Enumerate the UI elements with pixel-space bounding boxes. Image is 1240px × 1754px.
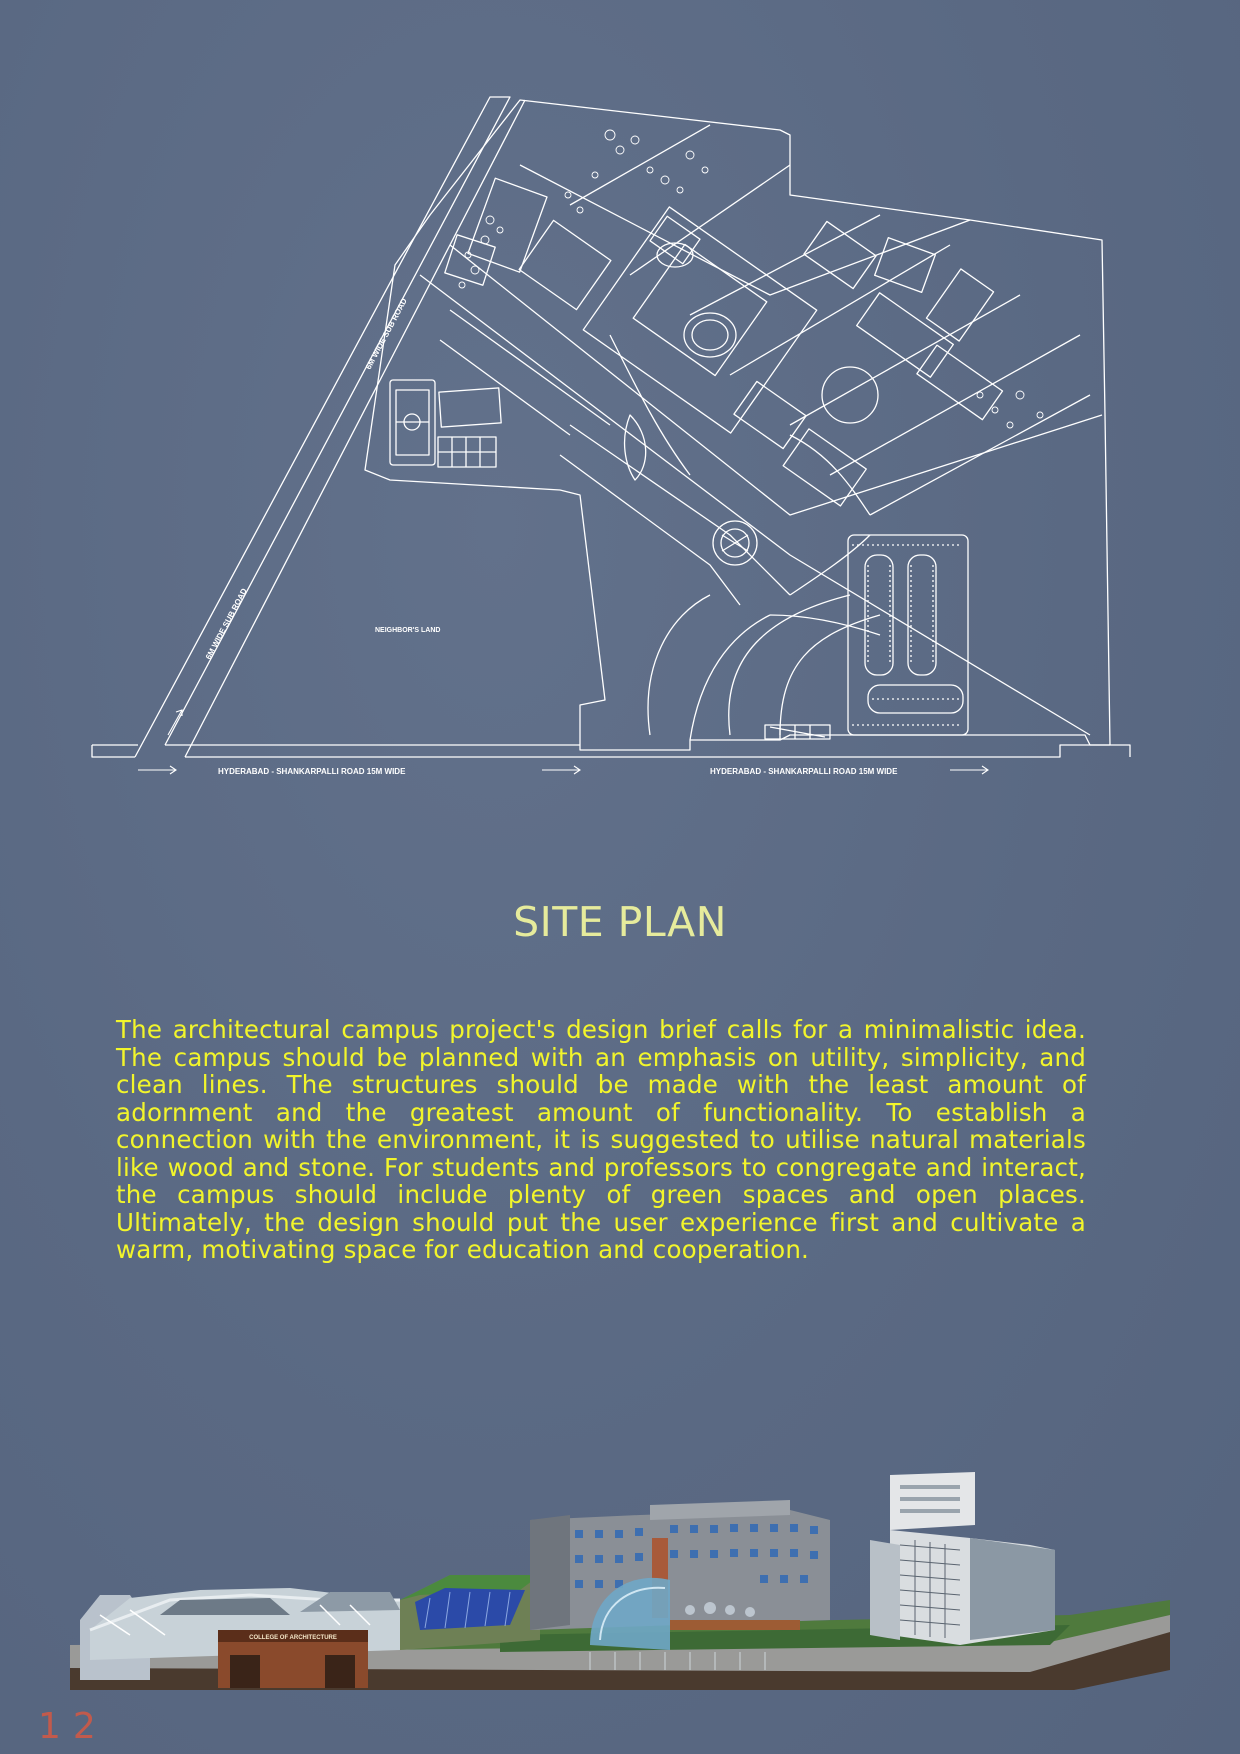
main-road-label-right: HYDERABAD - SHANKARPALLI ROAD 15M WIDE — [710, 767, 898, 776]
site-plan-drawing — [90, 95, 1150, 875]
sub-road-label-top: 6M WIDE SUB ROAD — [363, 296, 409, 371]
page-title: SITE PLAN — [513, 898, 727, 946]
page-number: 12 — [38, 1706, 108, 1747]
campus-render-image — [70, 1420, 1180, 1690]
sub-road-line — [135, 97, 510, 757]
main-road-line — [92, 745, 1130, 757]
neighbors-land-label: NEIGHBOR'S LAND — [375, 627, 441, 634]
design-brief-paragraph: The architectural campus project's design brief calls for a minimalistic idea. The campus should be planned with an emphasis on utility, simplicity, and clean lines. The structures should be made with the least amount of adornment and the greatest amount of functionality. To establish a connection with the environment, it is suggested to utilise natural materials like wood and stone. For students and professors to congregate and interact, the campus should include plenty of green spaces and open places. Ultimately, the design should put the user experience first and cultivate a warm, motivating space for education and cooperation. — [116, 1015, 1086, 1264]
main-road-label-left: HYDERABAD - SHANKARPALLI ROAD 15M WIDE — [218, 767, 406, 776]
sub-road-label-bottom: 6M WIDE SUB ROAD — [203, 586, 249, 661]
gate-sign-text: COLLEGE OF ARCHITECTURE — [249, 1635, 337, 1641]
